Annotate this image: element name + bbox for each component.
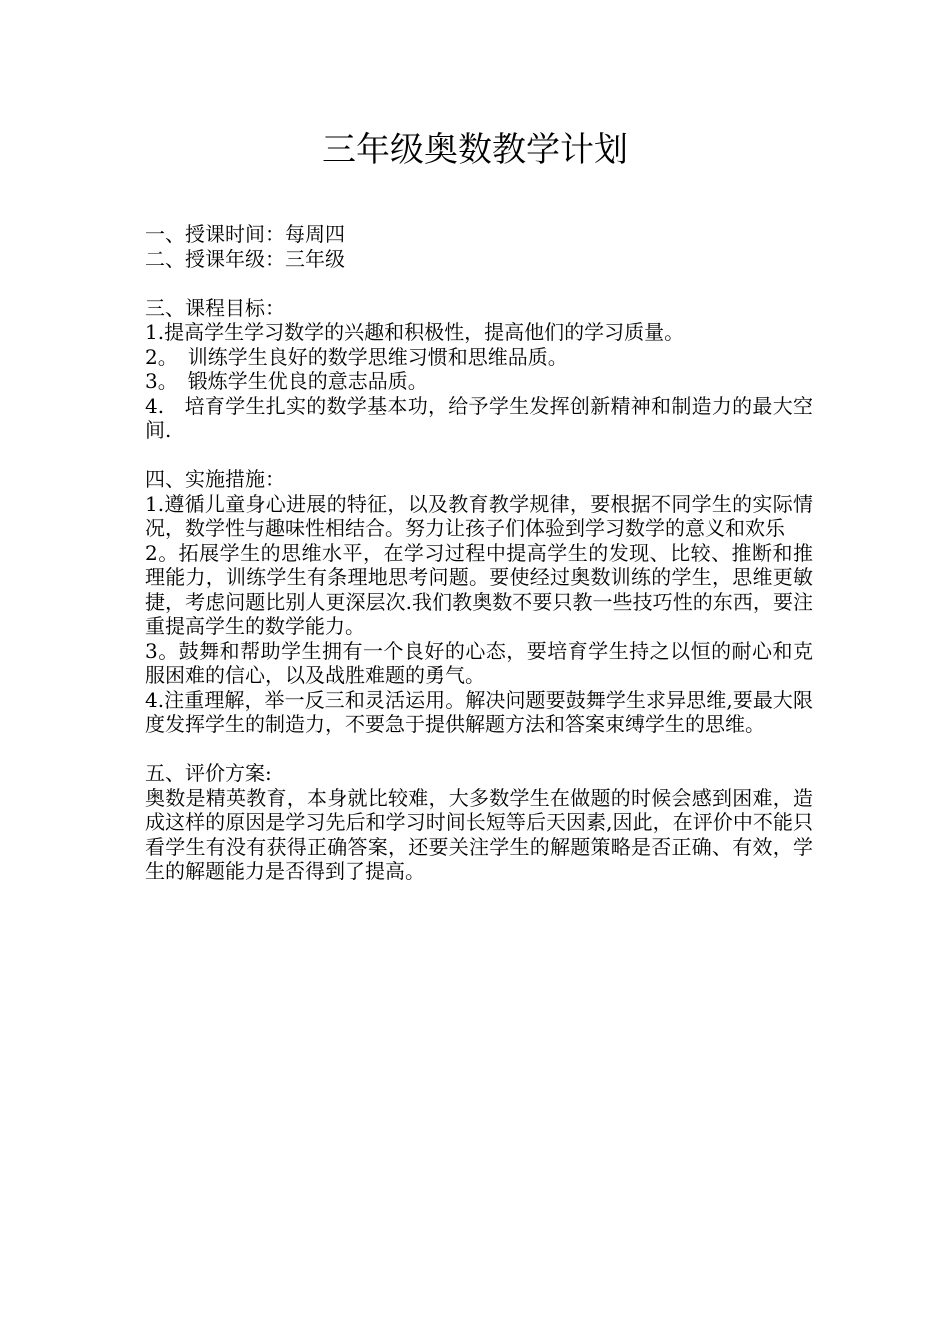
goal-item-1: 1.提高学生学习数学的兴趣和积极性，提高他们的学习质量。 (145, 320, 685, 344)
measure-item-3: 3。鼓舞和帮助学生拥有一个良好的心态，要培育学生持之以恒的耐心和克服困难的信心，以及战胜难题的勇气。 (145, 638, 813, 687)
measure-item-4: 4.注重理解，举一反三和灵活运用。解决问题要鼓舞学生求异思维,要最大限度发挥学生的制造力，不要急于提供解题方法和答案束缚学生的思维。 (145, 687, 813, 736)
info-class-time: 一、授课时间：每周四 (145, 222, 345, 246)
section-gap (145, 443, 813, 468)
evaluation-text: 奥数是精英教育，本身就比较难，大多数学生在做题的时候会感到困难，造成这样的原因是学习先后和学习时间长短等后天因素,因此，在评价中不能只看学生有没有获得正确答案，还要关注学生的解题策略是否正确、有效，学生的解题能力是否得到了提高。 (145, 785, 813, 883)
measure-item-1: 1.遵循儿童身心进展的特征，以及教育教学规律，要根据不同学生的实际情况，数学性与趣味性相结合。努力让孩子们体验到学习数学的意义和欢乐 (145, 491, 813, 540)
goals-heading: 三、课程目标： (145, 295, 285, 320)
evaluation-heading: 五、评价方案: (145, 761, 272, 785)
section-gap (145, 737, 813, 762)
document-body (145, 222, 813, 884)
info-grade: 二、授课年级：三年级 (145, 246, 345, 271)
measure-item-2: 2。拓展学生的思维水平，在学习过程中提高学生的发现、比较、推断和推理能力，训练学生有条理地思考问题。要使经过奥数训练的学生，思维更敏捷，考虑问题比别人更深层次.我们教奥数不要只教一些技巧性的东西，要注重提高学生的数学能力。 (145, 540, 813, 638)
goal-item-3: 3。 锻炼学生优良的意志品质。 (145, 369, 428, 393)
goal-item-4: 4. 培育学生扎实的数学基本功，给予学生发挥创新精神和制造力的最大空间. (145, 393, 813, 442)
goal-item-2: 2。 训练学生良好的数学思维习惯和思维品质。 (145, 344, 568, 369)
section-gap (145, 271, 813, 296)
measures-heading: 四、实施措施： (145, 467, 285, 491)
page-title: 三年级奥数教学计划 (322, 130, 628, 170)
